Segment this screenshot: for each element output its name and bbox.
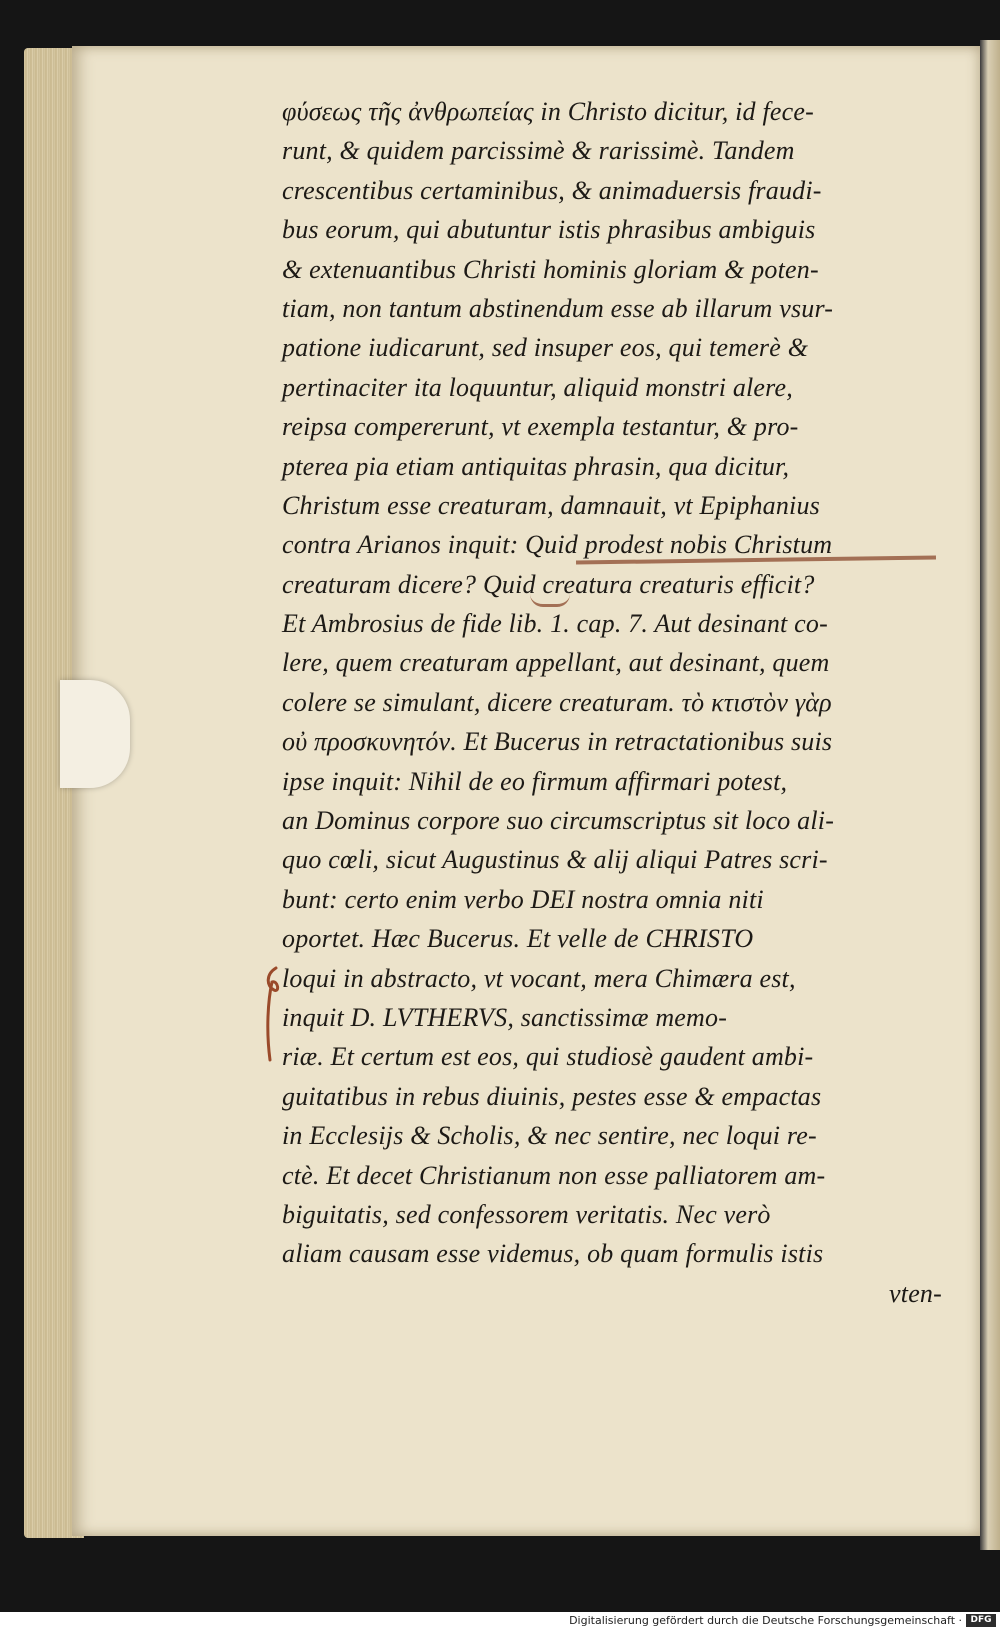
text-line: runt, & quidem parcissimè & rarissimè. Tandem (282, 136, 795, 166)
digitization-footer (0, 1612, 1000, 1629)
marginal-annotation-mark (258, 960, 288, 1070)
text-line: ipse inquit: Nihil de eo firmum affirmari potest, (282, 766, 788, 796)
text-line: Et Ambrosius de fide lib. 1. cap. 7. Aut desinant co- (282, 609, 828, 639)
text-line: οὐ προσκυνητόν. Et Bucerus in retractationibus suis (282, 727, 833, 757)
text-line: crescentibus certaminibus, & animaduersis fraudi- (282, 175, 822, 205)
text-line: pterea pia etiam antiquitas phrasin, qua dicitur, (282, 451, 790, 481)
dfg-logo: DFG (966, 1614, 996, 1627)
text-line: guitatibus in rebus diuinis, pestes esse & empactas (282, 1081, 822, 1111)
text-line: oportet. Hæc Bucerus. Et velle de CHRISTO (282, 924, 754, 954)
text-line: biguitatis, sed confessorem veritatis. Nec verò (282, 1199, 771, 1229)
text-line: & extenuantibus Christi hominis gloriam & poten- (282, 254, 819, 284)
text-line: bunt: certo enim verbo DEI nostra omnia niti (282, 884, 764, 914)
text-line: tiam, non tantum abstinendum esse ab illarum vsur- (282, 293, 834, 323)
text-line: pertinaciter ita loquuntur, aliquid monstri alere, (282, 372, 793, 402)
text-line: inquit D. LVTHERVS, sanctissimæ memo- (282, 1002, 728, 1032)
text-line: loqui in abstracto, vt vocant, mera Chimæra est, (282, 963, 796, 993)
text-line: Christum esse creaturam, damnauit, vt Epiphanius (282, 490, 821, 520)
text-line: quo cœli, sicut Augustinus & alij aliqui Patres scri- (282, 845, 828, 875)
text-line: lere, quem creaturam appellant, aut desinant, quem (282, 648, 830, 678)
text-line: patione iudicarunt, sed insuper eos, qui temerè & (282, 333, 809, 363)
text-line: riæ. Et certum est eos, qui studiosè gaudent ambi- (282, 1042, 814, 1072)
text-line: contra Arianos inquit: Quid prodest nobis Christum (282, 530, 833, 560)
page-text-block (282, 92, 942, 1313)
text-line: bus eorum, qui abutuntur istis phrasibus ambiguis (282, 215, 816, 245)
book-right-edge (980, 40, 1000, 1550)
text-line: φύσεως τῆς ἀνθρωπείας in Christo dicitur, id fece- (282, 97, 814, 126)
text-line: an Dominus corpore suo circumscriptus sit loco ali- (282, 806, 835, 836)
footer-credit-text: Digitalisierung gefördert durch die Deutsche Forschungsgemeinschaft · (569, 1614, 962, 1627)
text-line: ctè. Et decet Christianum non esse palliatorem am- (282, 1160, 826, 1190)
text-line: reipsa compererunt, vt exempla testantur, & pro- (282, 412, 799, 442)
page-tab-marker (60, 680, 130, 788)
text-line: aliam causam esse videmus, ob quam formulis istis (282, 1239, 824, 1269)
catchword: vten- (889, 1278, 942, 1308)
text-line: creaturam dicere? Quid creatura creaturis efficit? (282, 569, 815, 599)
text-line: colere se simulant, dicere creaturam. τὸ κτιστὸν γὰρ (282, 687, 832, 717)
text-line: in Ecclesijs & Scholis, & nec sentire, nec loqui re- (282, 1121, 817, 1151)
